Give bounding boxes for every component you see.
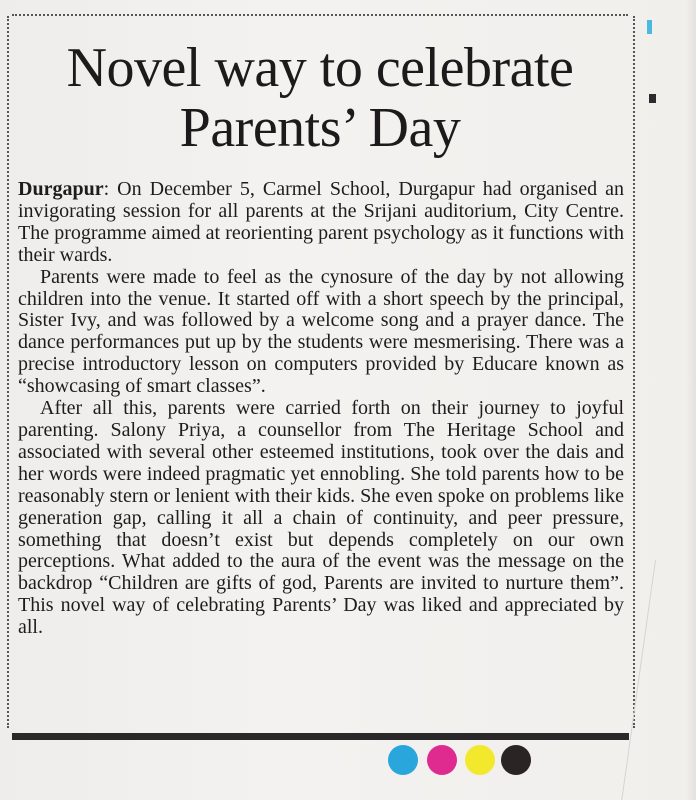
cyan-registration-mark-icon	[647, 20, 652, 34]
paragraph-1-text: : On December 5, Carmel School, Durgapur had organised an invigorating session for all parents at the Srijani auditorium, City Centre. The programme aimed at reorienting parent psychology as it functions with their wards.	[18, 178, 624, 266]
article-body	[18, 179, 624, 639]
paragraph-2: Parents were made to feel as the cynosure of the day by not allowing children into the venue. It started off with a short speech by the principal, Sister Ivy, and was followed by a welcome song and a prayer dance. The dance performances put up by the students were mesmerising. There was a precise introductory lesson on computers provided by Educare known as “showcasing of smart classes”.	[18, 265, 624, 398]
magenta-swatch-icon	[427, 745, 457, 775]
paragraph-3: After all this, parents were carried forth on their journey to joyful parenting. Salony Priya, a counsellor from The Heritage School and associated with several other esteemed institutions, took over the dais and her words were indeed pragmatic yet ennobling. She told parents how to be reasonably stern or lenient with their kids. She even spoke on problems like generation gap, calling it all a chain of continuity, and peer pressure, something that doesn’t exist but depends completely on our own perceptions. What added to the aura of the event was the message on the backdrop “Children are gifts of god, Parents are invited to nurture them”. This novel way of celebrating Parents’ Day was liked and appreciated by all.	[18, 397, 624, 639]
top-dotted-rule	[12, 14, 628, 16]
yellow-swatch-icon	[465, 745, 495, 775]
right-dotted-rule	[633, 16, 635, 728]
paragraph-1	[18, 179, 624, 267]
bottom-rule-bar	[12, 733, 629, 740]
cmyk-registration-swatches	[388, 745, 538, 777]
black-registration-mark-icon	[649, 94, 656, 103]
headline	[14, 38, 626, 158]
left-dotted-rule	[7, 16, 9, 728]
headline-line-2: Parents’ Day	[179, 97, 461, 159]
paper-edge-shadow	[686, 0, 696, 800]
cyan-swatch-icon	[388, 745, 418, 775]
headline-line-1: Novel way to celebrate	[66, 37, 574, 99]
dateline: Durgapur	[18, 178, 104, 200]
black-swatch-icon	[501, 745, 531, 775]
